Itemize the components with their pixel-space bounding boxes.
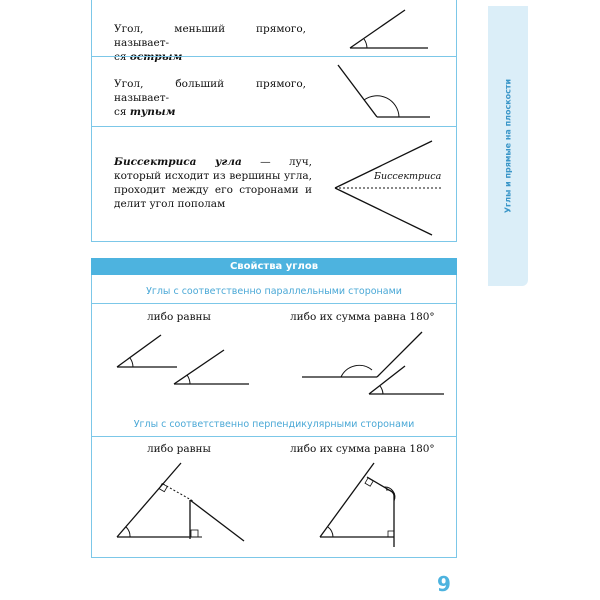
acute-angle-figure bbox=[92, 0, 458, 60]
definition-row-bisector bbox=[92, 126, 456, 243]
perpendicular-equal-label: либо равны bbox=[147, 443, 211, 455]
perpendicular-row bbox=[92, 436, 456, 559]
term-bisector: Биссектриса угла bbox=[114, 156, 242, 168]
parallel-equal-label: либо равны bbox=[147, 311, 211, 323]
bisector-figure bbox=[92, 127, 458, 243]
perpendicular-subtitle: Углы с соответственно перпендикулярными сторонами bbox=[133, 419, 415, 430]
parallel-row bbox=[92, 303, 456, 410]
side-tab-text: Углы и прямые на плоскости bbox=[503, 78, 513, 214]
perpendicular-angles-figure bbox=[92, 437, 458, 559]
obtuse-angle-figure bbox=[92, 57, 458, 127]
term-obtuse: тупым bbox=[129, 106, 176, 118]
definition-bisector: Биссектриса угла — луч, который исходит из вершины угла, проходит между его сторонами и делит угол пополам bbox=[114, 156, 312, 210]
section-header: Свойства углов bbox=[91, 258, 457, 275]
properties-table bbox=[91, 275, 457, 558]
perpendicular-sum-label: либо их сумма равна 180° bbox=[290, 443, 435, 455]
parallel-subtitle: Углы с соответственно параллельными сторонами bbox=[146, 286, 402, 297]
term-acute: острым bbox=[129, 51, 183, 63]
side-tab-label bbox=[488, 6, 528, 286]
definition-acute: Угол, меньший прямого, называет- ся острым bbox=[114, 23, 306, 63]
parallel-angles-figure bbox=[92, 304, 458, 410]
bisector-label: Биссектриса bbox=[374, 171, 442, 182]
page-number: 9 bbox=[437, 572, 451, 596]
parallel-sum-label: либо их сумма равна 180° bbox=[290, 311, 435, 323]
definition-obtuse: Угол, больший прямого, называет- ся тупым bbox=[114, 78, 306, 118]
definitions-table bbox=[91, 0, 457, 242]
definition-row-obtuse bbox=[92, 56, 456, 127]
